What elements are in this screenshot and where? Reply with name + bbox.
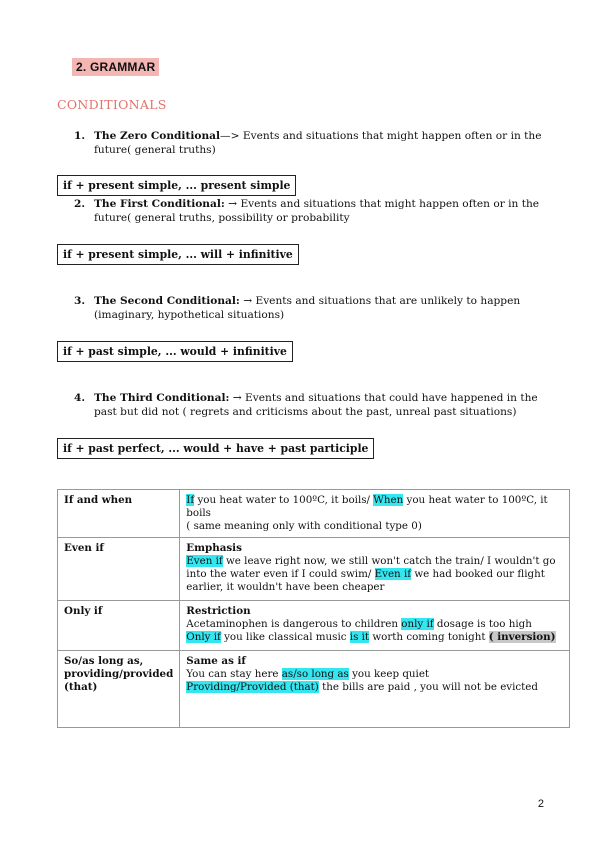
item-number: 4. [74, 392, 86, 404]
table-cell [180, 490, 570, 538]
item-name: The First Conditional: [94, 198, 225, 210]
table-cell [180, 538, 570, 601]
highlight: only if [401, 618, 434, 630]
formula-box-first: if + present simple, ... will + infinitive [57, 244, 299, 265]
item-arrow: → [229, 392, 246, 404]
item-name: The Zero Conditional [94, 130, 221, 142]
highlight-grey: ( inversion) [488, 631, 556, 643]
cell-text: you keep quiet [348, 668, 430, 680]
conditional-item-third [74, 391, 544, 419]
highlight: If [186, 494, 195, 506]
item-desc: Events and situations that might happen often or in the future( general truths) [94, 130, 542, 156]
cell-text: you like classical music [220, 631, 350, 643]
item-desc: Events and situations that might happen often or in the future( general truths, possibility or probability [94, 198, 540, 224]
highlight: Only if [186, 631, 221, 643]
section-heading: 2. GRAMMAR [72, 58, 159, 76]
table-row [58, 538, 570, 601]
item-name: The Second Conditional: [94, 295, 240, 307]
page-number: 2 [537, 798, 544, 810]
cell-title: Same as if [186, 655, 246, 667]
page-subtitle: CONDITIONALS [57, 97, 167, 112]
table-key: So/as long as, providing/provided (that) [58, 651, 180, 728]
cell-text: dosage is too high [433, 618, 532, 630]
table-row [58, 601, 570, 651]
highlight: When [373, 494, 404, 506]
highlight: Even if [186, 555, 223, 567]
item-desc: Events and situations that could have happened in the past but did not ( regrets and criticisms about the past, unreal past situations) [94, 392, 538, 418]
formula-box-second: if + past simple, ... would + infinitive [57, 341, 293, 362]
cell-text: the bills are paid , you will not be evicted [318, 681, 538, 693]
table-cell [180, 601, 570, 651]
conditionals-table [57, 489, 570, 728]
table-key: Only if [58, 601, 180, 651]
highlight: as/so long as [281, 668, 349, 680]
formula-box-third: if + past perfect, ... would + have + past participle [57, 438, 374, 459]
item-arrow: → [239, 295, 256, 307]
cell-text: you heat water to 100ºC, it boils/ [194, 494, 374, 506]
item-name: The Third Conditional: [94, 392, 230, 404]
item-number: 2. [74, 198, 86, 210]
cell-title: Emphasis [186, 542, 242, 554]
cell-text: you heat water to 100ºC, it boils [186, 494, 548, 519]
item-arrow: —> [220, 130, 243, 142]
cell-text: we had booked our flight earlier, it wouldn't have been cheaper [186, 568, 545, 593]
table-key: Even if [58, 538, 180, 601]
item-number: 1. [74, 130, 86, 142]
cell-title: Restriction [186, 605, 251, 617]
highlight: Even if [374, 568, 412, 580]
table-row [58, 490, 570, 538]
table-key: If and when [58, 490, 180, 538]
conditional-item-first [74, 197, 544, 225]
formula-box-zero: if + present simple, ... present simple [57, 175, 296, 196]
cell-text: ( same meaning only with conditional type 0) [186, 520, 422, 532]
cell-text: Acetaminophen is dangerous to children [186, 618, 402, 630]
table-row [58, 651, 570, 728]
cell-text: You can stay here [186, 668, 282, 680]
cell-text: we leave right now, we still won't catch the train/ I wouldn't go into the water even if I could swim/ [186, 555, 556, 580]
item-desc: Events and situations that are unlikely to happen (imaginary, hypothetical situations) [94, 295, 521, 321]
conditional-item-zero [74, 129, 544, 157]
highlight: Providing/Provided (that) [186, 681, 319, 693]
item-number: 3. [74, 295, 86, 307]
highlight: is it [349, 631, 370, 643]
item-arrow: → [224, 198, 241, 210]
conditional-item-second [74, 294, 544, 322]
cell-text: worth coming tonight [369, 631, 489, 643]
table-cell [180, 651, 570, 728]
